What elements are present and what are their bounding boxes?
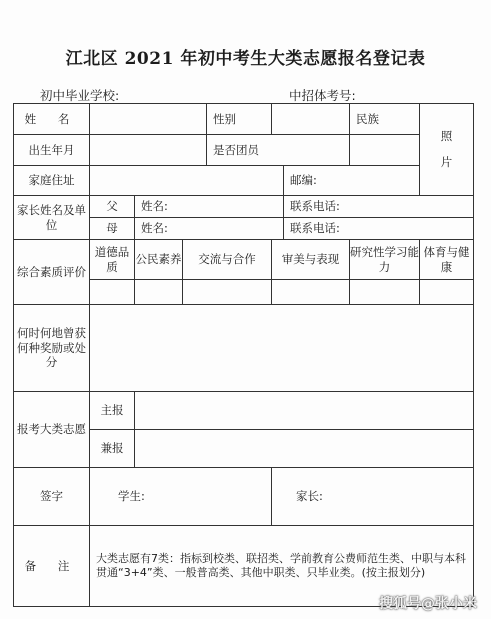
remarks-text: 大类志愿有7类：指标到校类、联招类、学前教育公费师范生类、中职与本科贯通“3+4”类、一般普高类、其他中职类、只毕业类。(按主报划分) xyxy=(90,526,474,607)
student-signature[interactable]: 学生: xyxy=(90,468,272,526)
quality-col-2: 公民素养 xyxy=(135,240,183,280)
mother-phone-label: 联系电话: xyxy=(284,218,474,240)
quality-value-5[interactable] xyxy=(350,280,420,305)
postcode-label: 邮编: xyxy=(284,166,420,196)
quality-value-2[interactable] xyxy=(135,280,183,305)
birth-field[interactable] xyxy=(90,135,207,166)
school-label: 初中毕业学校: xyxy=(40,88,120,103)
quality-col-5: 研究性学习能力 xyxy=(350,240,420,280)
parent-label: 家长姓名及单位 xyxy=(14,196,90,240)
quality-col-3: 交流与合作 xyxy=(183,240,272,280)
father-name-label: 姓名: xyxy=(135,196,284,218)
birth-label: 出生年月 xyxy=(14,135,90,166)
awards-field[interactable] xyxy=(90,305,474,392)
quality-value-6[interactable] xyxy=(420,280,474,305)
mother-name-label: 姓名: xyxy=(135,218,284,240)
address-label: 家庭住址 xyxy=(14,166,90,196)
parent-signature[interactable]: 家长: xyxy=(272,468,474,526)
name-field[interactable] xyxy=(90,104,207,135)
mother-label: 母 xyxy=(90,218,135,240)
ethnicity-label: 民族 xyxy=(350,104,420,135)
quality-value-4[interactable] xyxy=(272,280,350,305)
quality-value-1[interactable] xyxy=(90,280,135,305)
gender-field[interactable] xyxy=(272,104,350,135)
quality-value-3[interactable] xyxy=(183,280,272,305)
league-label: 是否团员 xyxy=(207,135,350,166)
remarks-label: 备 注 xyxy=(14,526,90,607)
league-field[interactable] xyxy=(350,135,420,166)
quality-label: 综合素质评价 xyxy=(14,240,90,305)
photo-box[interactable] xyxy=(420,104,474,196)
choice-label: 报考大类志愿 xyxy=(14,392,90,468)
signature-label: 签字 xyxy=(14,468,90,526)
photo-label: 照片 xyxy=(440,129,453,169)
main-choice-label: 主报 xyxy=(90,392,135,430)
father-phone-label: 联系电话: xyxy=(284,196,474,218)
alt-choice-field[interactable] xyxy=(135,430,474,468)
name-label: 姓 名 xyxy=(14,104,90,135)
exam-number-label: 中招体考号: xyxy=(289,88,356,103)
gender-label: 性别 xyxy=(207,104,272,135)
registration-form xyxy=(13,103,474,607)
quality-col-6: 体育与健康 xyxy=(420,240,474,280)
address-field[interactable] xyxy=(90,166,284,196)
alt-choice-label: 兼报 xyxy=(90,430,135,468)
form-title: 江北区 2021 年初中考生大类志愿报名登记表 xyxy=(65,49,426,69)
watermark: 搜狐号@张小米 xyxy=(379,596,477,612)
quality-col-1: 道德品质 xyxy=(90,240,135,280)
awards-label: 何时何地曾获何种奖励或处分 xyxy=(14,305,90,392)
quality-col-4: 审美与表现 xyxy=(272,240,350,280)
father-label: 父 xyxy=(90,196,135,218)
main-choice-field[interactable] xyxy=(135,392,474,430)
